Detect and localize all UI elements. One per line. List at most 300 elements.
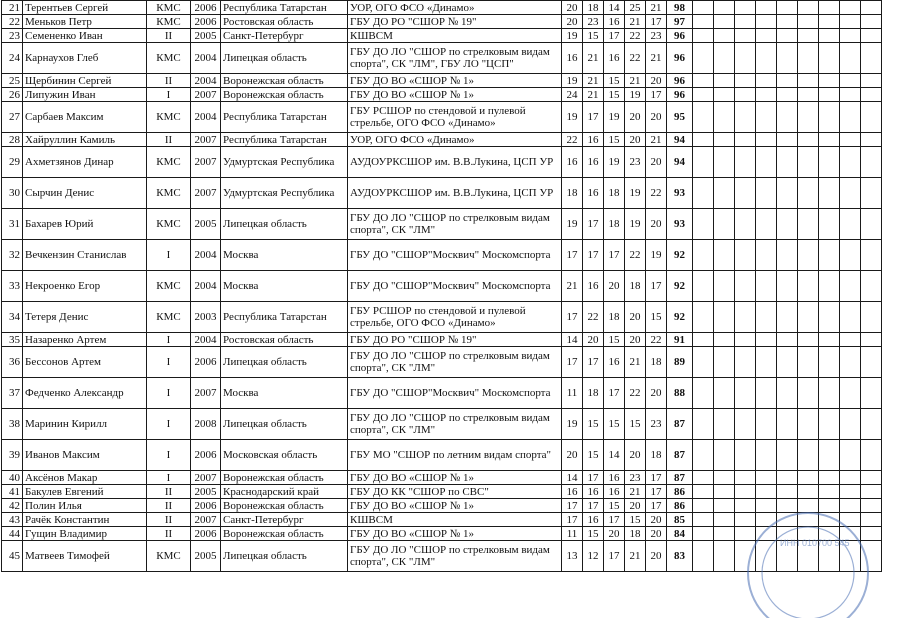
organization-cell: УОР, ОГО ФСО «Динамо» [348,133,562,147]
series-1-cell: 20 [562,440,583,471]
empty-cell [798,29,819,43]
series-4-cell: 20 [625,333,646,347]
empty-cell [861,133,882,147]
table-row [2,209,882,240]
empty-cell [819,485,840,499]
empty-cell [861,271,882,302]
empty-cell [714,133,735,147]
series-1-cell: 24 [562,88,583,102]
empty-cell [777,74,798,88]
series-2-cell: 18 [583,1,604,15]
series-5-cell: 22 [646,178,667,209]
position-cell: 37 [2,378,23,409]
empty-cell [714,378,735,409]
total-score-cell: 96 [667,74,693,88]
empty-cell [714,178,735,209]
table-row [2,178,882,209]
empty-cell [798,133,819,147]
empty-cell [693,409,714,440]
region-cell: Липецкая область [221,347,348,378]
total-score-cell: 87 [667,471,693,485]
series-5-cell: 20 [646,513,667,527]
organization-cell: АУДОУРКСШОР им. В.В.Лукина, ЦСП УР [348,147,562,178]
empty-cell [819,133,840,147]
series-5-cell: 23 [646,409,667,440]
series-3-cell: 15 [604,133,625,147]
empty-cell [777,471,798,485]
empty-cell [714,147,735,178]
organization-cell: ГБУ ДО ВО «СШОР № 1» [348,74,562,88]
table-row [2,133,882,147]
series-3-cell: 17 [604,541,625,572]
series-1-cell: 19 [562,102,583,133]
series-1-cell: 18 [562,178,583,209]
series-2-cell: 16 [583,485,604,499]
region-cell: Краснодарский край [221,485,348,499]
empty-cell [819,409,840,440]
empty-cell [840,271,861,302]
athlete-name-cell: Карнаухов Глеб [23,43,147,74]
position-cell: 27 [2,102,23,133]
rank-cell: КМС [147,102,191,133]
empty-cell [819,302,840,333]
athlete-name-cell: Федченко Александр [23,378,147,409]
empty-cell [777,440,798,471]
rank-cell: II [147,527,191,541]
empty-cell [798,209,819,240]
empty-cell [798,74,819,88]
series-2-cell: 15 [583,527,604,541]
series-2-cell: 20 [583,333,604,347]
position-cell: 26 [2,88,23,102]
position-cell: 39 [2,440,23,471]
series-2-cell: 21 [583,43,604,74]
athlete-name-cell: Терентьев Сергей [23,1,147,15]
empty-cell [798,15,819,29]
empty-cell [693,302,714,333]
total-score-cell: 95 [667,102,693,133]
empty-cell [714,541,735,572]
empty-cell [840,178,861,209]
series-3-cell: 16 [604,347,625,378]
series-2-cell: 18 [583,378,604,409]
region-cell: Санкт-Петербург [221,29,348,43]
athlete-name-cell: Семененко Иван [23,29,147,43]
birth-year-cell: 2007 [191,133,221,147]
series-5-cell: 17 [646,499,667,513]
empty-cell [861,333,882,347]
athlete-name-cell: Хайруллин Камиль [23,133,147,147]
empty-cell [735,240,756,271]
empty-cell [756,409,777,440]
empty-cell [777,378,798,409]
table-row [2,485,882,499]
series-4-cell: 19 [625,178,646,209]
empty-cell [777,88,798,102]
total-score-cell: 91 [667,333,693,347]
empty-cell [777,333,798,347]
rank-cell: I [147,240,191,271]
empty-cell [756,240,777,271]
series-3-cell: 17 [604,378,625,409]
region-cell: Ростовская область [221,15,348,29]
empty-cell [714,102,735,133]
region-cell: Москва [221,240,348,271]
region-cell: Москва [221,271,348,302]
empty-cell [756,178,777,209]
birth-year-cell: 2007 [191,178,221,209]
series-4-cell: 25 [625,1,646,15]
region-cell: Липецкая область [221,209,348,240]
birth-year-cell: 2006 [191,1,221,15]
total-score-cell: 96 [667,88,693,102]
empty-cell [861,240,882,271]
series-5-cell: 20 [646,209,667,240]
empty-cell [756,378,777,409]
athlete-name-cell: Полин Илья [23,499,147,513]
series-1-cell: 17 [562,240,583,271]
series-1-cell: 17 [562,302,583,333]
empty-cell [777,541,798,572]
series-3-cell: 16 [604,485,625,499]
position-cell: 30 [2,178,23,209]
empty-cell [798,333,819,347]
rank-cell: I [147,333,191,347]
series-4-cell: 22 [625,240,646,271]
empty-cell [777,1,798,15]
empty-cell [756,29,777,43]
position-cell: 42 [2,499,23,513]
series-2-cell: 15 [583,409,604,440]
empty-cell [693,513,714,527]
series-3-cell: 15 [604,409,625,440]
rank-cell: II [147,74,191,88]
series-5-cell: 17 [646,271,667,302]
empty-cell [819,15,840,29]
results-table [1,0,882,572]
series-2-cell: 16 [583,133,604,147]
organization-cell: ГБУ ДО РО "СШОР № 19" [348,333,562,347]
total-score-cell: 87 [667,409,693,440]
organization-cell: ГБУ МО "СШОР по летним видам спорта" [348,440,562,471]
position-cell: 28 [2,133,23,147]
series-2-cell: 17 [583,209,604,240]
athlete-name-cell: Щербинин Сергей [23,74,147,88]
empty-cell [861,88,882,102]
series-2-cell: 17 [583,102,604,133]
series-4-cell: 22 [625,378,646,409]
region-cell: Санкт-Петербург [221,513,348,527]
series-3-cell: 14 [604,1,625,15]
organization-cell: КШВСМ [348,29,562,43]
empty-cell [861,178,882,209]
series-2-cell: 21 [583,74,604,88]
position-cell: 25 [2,74,23,88]
athlete-name-cell: Некроенко Егор [23,271,147,302]
rank-cell: II [147,29,191,43]
region-cell: Воронежская область [221,74,348,88]
position-cell: 40 [2,471,23,485]
total-score-cell: 86 [667,499,693,513]
empty-cell [693,527,714,541]
empty-cell [693,209,714,240]
series-4-cell: 22 [625,29,646,43]
position-cell: 36 [2,347,23,378]
total-score-cell: 87 [667,440,693,471]
empty-cell [798,513,819,527]
empty-cell [714,527,735,541]
empty-cell [756,541,777,572]
empty-cell [756,1,777,15]
empty-cell [798,302,819,333]
birth-year-cell: 2006 [191,499,221,513]
region-cell: Республика Татарстан [221,302,348,333]
empty-cell [861,409,882,440]
empty-cell [819,440,840,471]
rank-cell: II [147,499,191,513]
birth-year-cell: 2007 [191,471,221,485]
empty-cell [819,347,840,378]
rank-cell: I [147,347,191,378]
athlete-name-cell: Иванов Максим [23,440,147,471]
empty-cell [693,440,714,471]
rank-cell: КМС [147,178,191,209]
empty-cell [756,333,777,347]
table-row [2,240,882,271]
position-cell: 34 [2,302,23,333]
series-2-cell: 15 [583,29,604,43]
series-1-cell: 19 [562,29,583,43]
series-1-cell: 14 [562,333,583,347]
empty-cell [861,378,882,409]
series-1-cell: 11 [562,378,583,409]
rank-cell: КМС [147,15,191,29]
series-3-cell: 16 [604,471,625,485]
empty-cell [777,147,798,178]
position-cell: 32 [2,240,23,271]
empty-cell [693,471,714,485]
position-cell: 24 [2,43,23,74]
position-cell: 35 [2,333,23,347]
empty-cell [819,378,840,409]
table-row [2,527,882,541]
empty-cell [861,347,882,378]
empty-cell [714,43,735,74]
series-4-cell: 21 [625,347,646,378]
empty-cell [819,471,840,485]
birth-year-cell: 2003 [191,302,221,333]
total-score-cell: 89 [667,347,693,378]
empty-cell [693,1,714,15]
total-score-cell: 88 [667,378,693,409]
empty-cell [756,88,777,102]
athlete-name-cell: Бахарев Юрий [23,209,147,240]
total-score-cell: 86 [667,485,693,499]
athlete-name-cell: Меньков Петр [23,15,147,29]
empty-cell [735,209,756,240]
empty-cell [714,74,735,88]
birth-year-cell: 2004 [191,333,221,347]
series-1-cell: 19 [562,409,583,440]
table-row [2,29,882,43]
birth-year-cell: 2005 [191,29,221,43]
empty-cell [798,240,819,271]
empty-cell [756,347,777,378]
athlete-name-cell: Гущин Владимир [23,527,147,541]
empty-cell [798,1,819,15]
empty-cell [756,271,777,302]
athlete-name-cell: Назаренко Артем [23,333,147,347]
table-body [2,1,882,572]
empty-cell [735,471,756,485]
series-4-cell: 18 [625,527,646,541]
empty-cell [840,527,861,541]
series-2-cell: 22 [583,302,604,333]
empty-cell [840,15,861,29]
empty-cell [840,147,861,178]
series-3-cell: 20 [604,527,625,541]
empty-cell [735,409,756,440]
empty-cell [756,471,777,485]
empty-cell [714,88,735,102]
region-cell: Воронежская область [221,471,348,485]
series-3-cell: 15 [604,333,625,347]
empty-cell [756,133,777,147]
series-2-cell: 16 [583,513,604,527]
empty-cell [840,513,861,527]
series-1-cell: 11 [562,527,583,541]
empty-cell [777,485,798,499]
empty-cell [798,271,819,302]
empty-cell [819,333,840,347]
series-4-cell: 19 [625,209,646,240]
region-cell: Удмуртская Республика [221,178,348,209]
series-3-cell: 14 [604,440,625,471]
series-1-cell: 16 [562,147,583,178]
table-row [2,499,882,513]
series-3-cell: 17 [604,29,625,43]
empty-cell [714,485,735,499]
empty-cell [840,29,861,43]
birth-year-cell: 2004 [191,74,221,88]
empty-cell [735,43,756,74]
empty-cell [693,43,714,74]
table-row [2,471,882,485]
empty-cell [819,74,840,88]
organization-cell: ГБУ ДО ВО «СШОР № 1» [348,527,562,541]
birth-year-cell: 2007 [191,88,221,102]
series-4-cell: 18 [625,271,646,302]
total-score-cell: 94 [667,133,693,147]
empty-cell [714,209,735,240]
empty-cell [819,102,840,133]
empty-cell [777,409,798,440]
empty-cell [840,102,861,133]
position-cell: 43 [2,513,23,527]
birth-year-cell: 2006 [191,527,221,541]
empty-cell [714,499,735,513]
series-3-cell: 18 [604,302,625,333]
rank-cell: I [147,440,191,471]
empty-cell [693,178,714,209]
organization-cell: ГБУ ДО РО "СШОР № 19" [348,15,562,29]
empty-cell [861,513,882,527]
empty-cell [819,1,840,15]
empty-cell [840,347,861,378]
series-1-cell: 19 [562,209,583,240]
empty-cell [735,29,756,43]
region-cell: Республика Татарстан [221,102,348,133]
empty-cell [798,440,819,471]
empty-cell [777,43,798,74]
series-1-cell: 22 [562,133,583,147]
series-1-cell: 16 [562,43,583,74]
series-4-cell: 20 [625,133,646,147]
series-4-cell: 19 [625,88,646,102]
series-1-cell: 17 [562,347,583,378]
birth-year-cell: 2004 [191,271,221,302]
position-cell: 45 [2,541,23,572]
empty-cell [714,29,735,43]
total-score-cell: 92 [667,271,693,302]
rank-cell: КМС [147,147,191,178]
series-5-cell: 19 [646,240,667,271]
empty-cell [819,240,840,271]
table-row [2,1,882,15]
series-3-cell: 19 [604,147,625,178]
empty-cell [861,471,882,485]
empty-cell [735,178,756,209]
empty-cell [756,43,777,74]
empty-cell [840,240,861,271]
organization-cell: АУДОУРКСШОР им. В.В.Лукина, ЦСП УР [348,178,562,209]
empty-cell [861,302,882,333]
athlete-name-cell: Бакулев Евгений [23,485,147,499]
empty-cell [861,29,882,43]
empty-cell [756,147,777,178]
empty-cell [840,499,861,513]
series-3-cell: 15 [604,499,625,513]
athlete-name-cell: Тетеря Денис [23,302,147,333]
organization-cell: ГБУ ДО ВО «СШОР № 1» [348,471,562,485]
series-2-cell: 12 [583,541,604,572]
empty-cell [840,133,861,147]
empty-cell [861,527,882,541]
empty-cell [840,440,861,471]
empty-cell [819,88,840,102]
empty-cell [756,499,777,513]
empty-cell [840,409,861,440]
series-5-cell: 22 [646,333,667,347]
series-4-cell: 21 [625,541,646,572]
table-row [2,102,882,133]
empty-cell [714,513,735,527]
table-row [2,347,882,378]
empty-cell [756,440,777,471]
region-cell: Липецкая область [221,43,348,74]
athlete-name-cell: Рачёк Константин [23,513,147,527]
empty-cell [735,333,756,347]
empty-cell [693,378,714,409]
empty-cell [756,485,777,499]
table-row [2,541,882,572]
empty-cell [798,485,819,499]
empty-cell [735,440,756,471]
empty-cell [714,1,735,15]
empty-cell [735,1,756,15]
empty-cell [693,347,714,378]
series-2-cell: 17 [583,499,604,513]
